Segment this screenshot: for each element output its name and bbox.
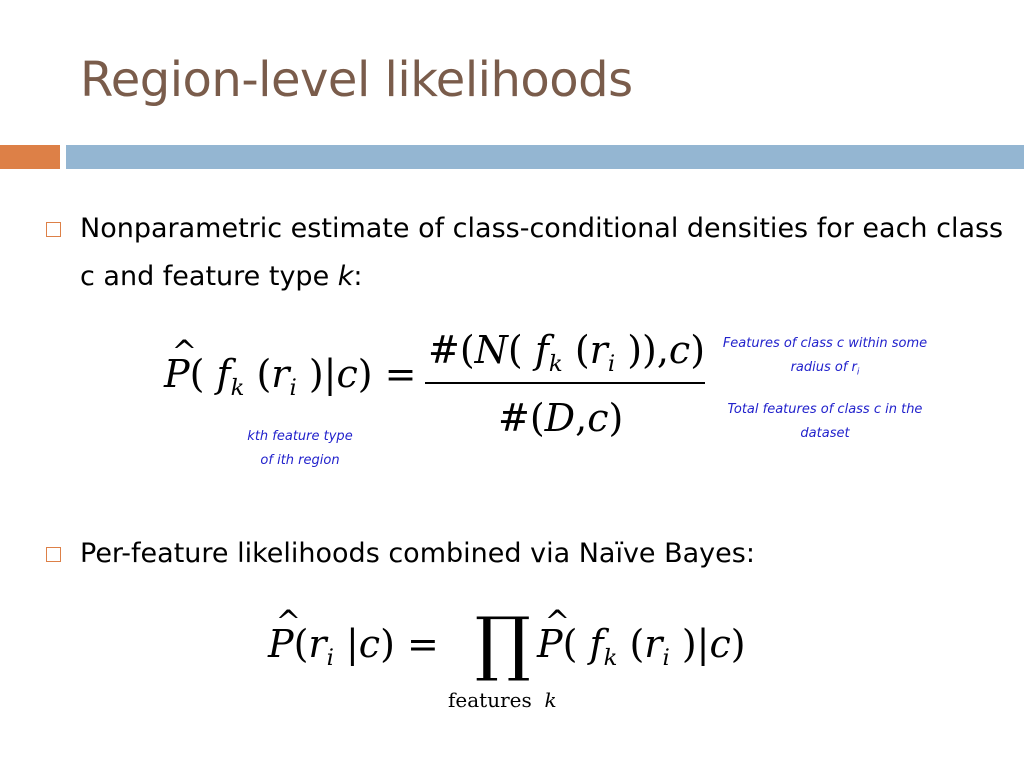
equation-1-numerator: #(N( $f_k$ ($r_i$ )),c) (428, 328, 706, 377)
equation-1-lhs: ^ P( $f_k$ ($r_i$ )|c) = (164, 352, 417, 396)
annotation-lhs: kth feature type of ith region (247, 429, 353, 468)
equation-2-rhs: ^ P( $f_k$ ($r_i$ )|c) (537, 622, 746, 666)
equation-2-lhs: ^ $P(r_i$ |c) = (268, 622, 439, 666)
header-accent-orange (0, 145, 60, 169)
header-accent-blue (66, 145, 1024, 169)
annotation-denominator: Total features of class c in the dataset (727, 402, 923, 441)
bullet-square-icon (46, 547, 61, 562)
bullet-text-1 (80, 205, 1020, 301)
fraction-bar (425, 382, 705, 384)
product-subscript: features k (448, 688, 557, 712)
slide-title: Region-level likelihoods (80, 52, 633, 108)
annotation-numerator: Features of class c within some radius of $r_i$ (722, 336, 928, 378)
product-symbol: ∏ (475, 602, 531, 684)
equation-1-denominator: #(D,c) (498, 396, 624, 440)
bullet-square-icon (46, 222, 61, 237)
bullet-1-content: Nonparametric estimate of class-conditional densities for each class c and feature type k: (80, 213, 1004, 292)
bullet-text-2: Per-feature likelihoods combined via Naïve Bayes: (80, 538, 755, 569)
